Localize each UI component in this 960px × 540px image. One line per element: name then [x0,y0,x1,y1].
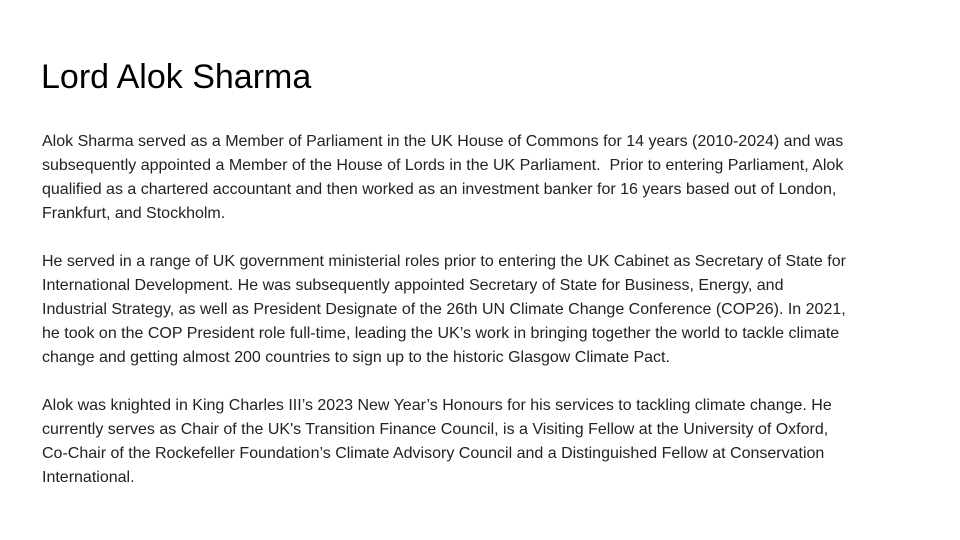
text-line: subsequently appointed a Member of the House of Lords in the UK Parliament. Prior to entering Parliament, Alok [42,157,844,174]
text-line: Co-Chair of the Rockefeller Foundation’s Climate Advisory Council and a Distinguished Fellow at Conservation [42,445,825,462]
text-line: International. [42,469,135,486]
text-line: currently serves as Chair of the UK's Transition Finance Council, is a Visiting Fellow at the University of Oxford, [42,421,829,438]
paragraph-current-roles [42,394,942,490]
slide-body [42,130,942,514]
text-line: change and getting almost 200 countries to sign up to the historic Glasgow Climate Pact. [42,349,670,366]
paragraph-ministerial-roles [42,250,942,370]
text-line: Frankfurt, and Stockholm. [42,205,226,222]
text-line: he took on the COP President role full-time, leading the UK’s work in bringing together the world to tackle climate [42,325,840,342]
slide-title: Lord Alok Sharma [41,58,312,96]
text-line: Alok was knighted in King Charles III’s 2023 New Year’s Honours for his services to tackling climate change. He [42,397,832,414]
text-line: International Development. He was subsequently appointed Secretary of State for Business, Energy, and [42,277,784,294]
text-line: Industrial Strategy, as well as President Designate of the 26th UN Climate Change Conference (COP26). In 2021, [42,301,846,318]
text-line: qualified as a chartered accountant and then worked as an investment banker for 16 years based out of London, [42,181,837,198]
paragraph-career-background [42,130,942,226]
text-line: He served in a range of UK government ministerial roles prior to entering the UK Cabinet as Secretary of State for [42,253,846,270]
text-line: Alok Sharma served as a Member of Parliament in the UK House of Commons for 14 years (2010-2024) and was [42,133,844,150]
